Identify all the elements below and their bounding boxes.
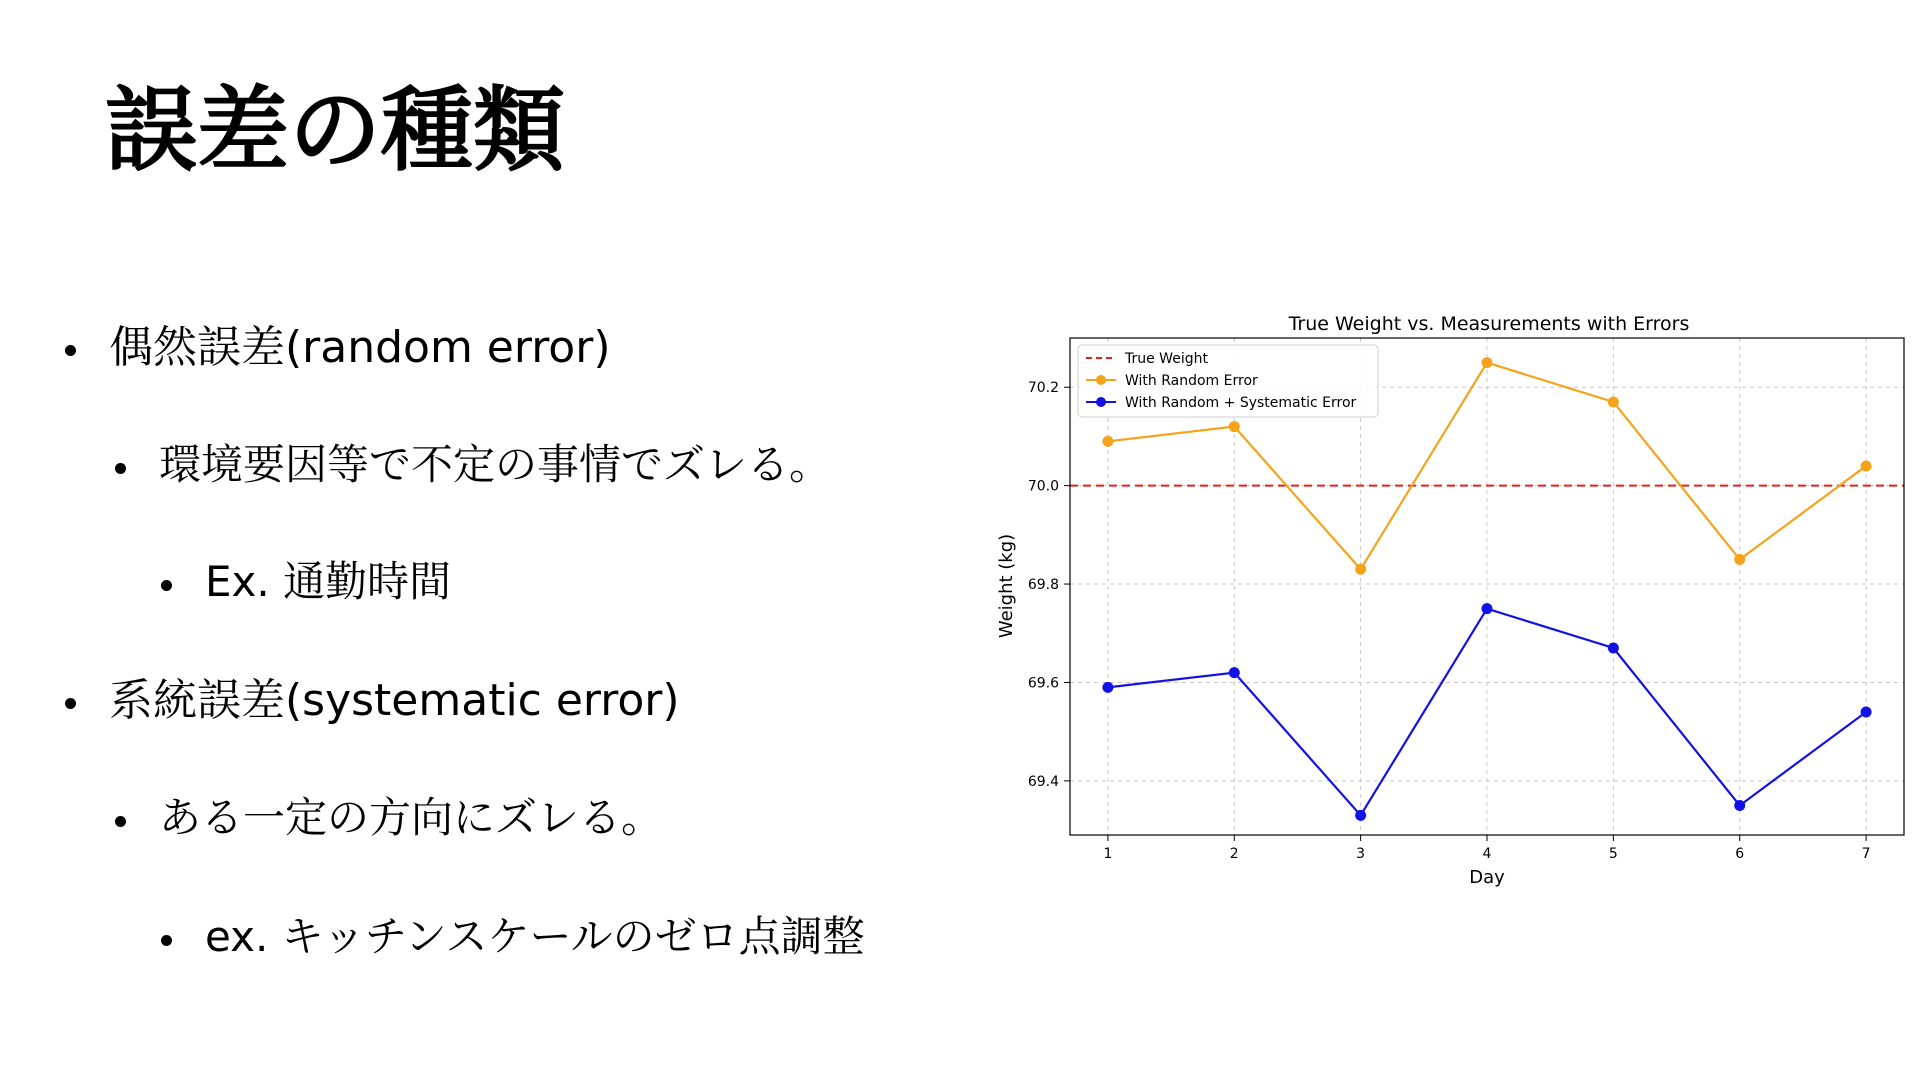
bullet-random-error-description <box>159 440 831 490</box>
x-tick-label: 6 <box>1735 846 1745 862</box>
x-tick-label: 5 <box>1608 846 1618 862</box>
bullet-dot <box>65 698 76 709</box>
data-point <box>1608 396 1619 407</box>
bullet-random-error <box>109 322 611 375</box>
bullet-systematic-error-example <box>205 912 865 962</box>
bullet-dot <box>65 345 76 356</box>
bullet-text: 系統誤差(systematic error) <box>109 675 680 726</box>
data-point <box>1102 436 1113 447</box>
y-tick-label: 69.4 <box>1027 773 1059 790</box>
data-point <box>1861 706 1872 717</box>
bullet-text: ex. キッチンスケールのゼロ点調整 <box>205 912 865 961</box>
data-point <box>1355 810 1366 821</box>
chart-title: True Weight vs. Measurements with Errors <box>1288 313 1690 335</box>
data-point <box>1229 667 1240 678</box>
bullet-text: 偶然誤差(random error) <box>109 322 611 373</box>
legend-systematic-error-marker <box>1096 397 1106 407</box>
bullet-systematic-error-description <box>159 793 663 843</box>
data-point <box>1734 800 1745 811</box>
data-point <box>1355 564 1366 575</box>
bullet-text: ある一定の方向にズレる。 <box>159 793 664 842</box>
line-chart <box>990 300 1920 900</box>
x-tick-label: 4 <box>1482 846 1492 862</box>
bullet-text: Ex. 通勤時間 <box>205 557 452 606</box>
chart-legend <box>1078 345 1378 417</box>
x-axis-label: Day <box>1469 867 1505 888</box>
series-line-random-systematic-error <box>1108 609 1866 816</box>
legend-systematic-error-label: With Random + Systematic Error <box>1125 395 1357 411</box>
y-tick-label: 70.2 <box>1027 380 1059 397</box>
legend-random-error-marker <box>1096 375 1106 385</box>
x-tick-label: 1 <box>1103 846 1113 862</box>
bullet-random-error-example <box>205 557 451 607</box>
data-point <box>1734 554 1745 565</box>
bullet-dot <box>115 816 126 827</box>
slide-title: 誤差の種類 <box>105 77 566 184</box>
legend-random-error-label: With Random Error <box>1125 373 1258 389</box>
data-point <box>1861 460 1872 471</box>
chart-figure <box>990 300 1920 900</box>
y-axis-label: Weight (kg) <box>996 533 1017 639</box>
data-point <box>1229 421 1240 432</box>
data-point <box>1482 603 1493 614</box>
x-axis-ticks <box>1103 835 1870 862</box>
bullet-systematic-error <box>109 675 680 728</box>
x-tick-label: 3 <box>1356 846 1366 862</box>
legend-true-weight-label: True Weight <box>1125 351 1208 367</box>
data-point <box>1102 682 1113 693</box>
bullet-dot <box>161 580 172 591</box>
y-tick-label: 69.8 <box>1027 577 1059 594</box>
bullet-dot <box>161 935 172 946</box>
y-tick-label: 70.0 <box>1027 478 1059 495</box>
bullet-dot <box>115 463 126 474</box>
y-tick-label: 69.6 <box>1027 675 1059 692</box>
x-tick-label: 7 <box>1861 846 1871 862</box>
bullet-text: 環境要因等で不定の事情でズレる。 <box>159 440 832 489</box>
data-point <box>1482 357 1493 368</box>
y-axis-ticks <box>1028 380 1070 790</box>
data-point <box>1608 643 1619 654</box>
x-tick-label: 2 <box>1229 846 1239 862</box>
